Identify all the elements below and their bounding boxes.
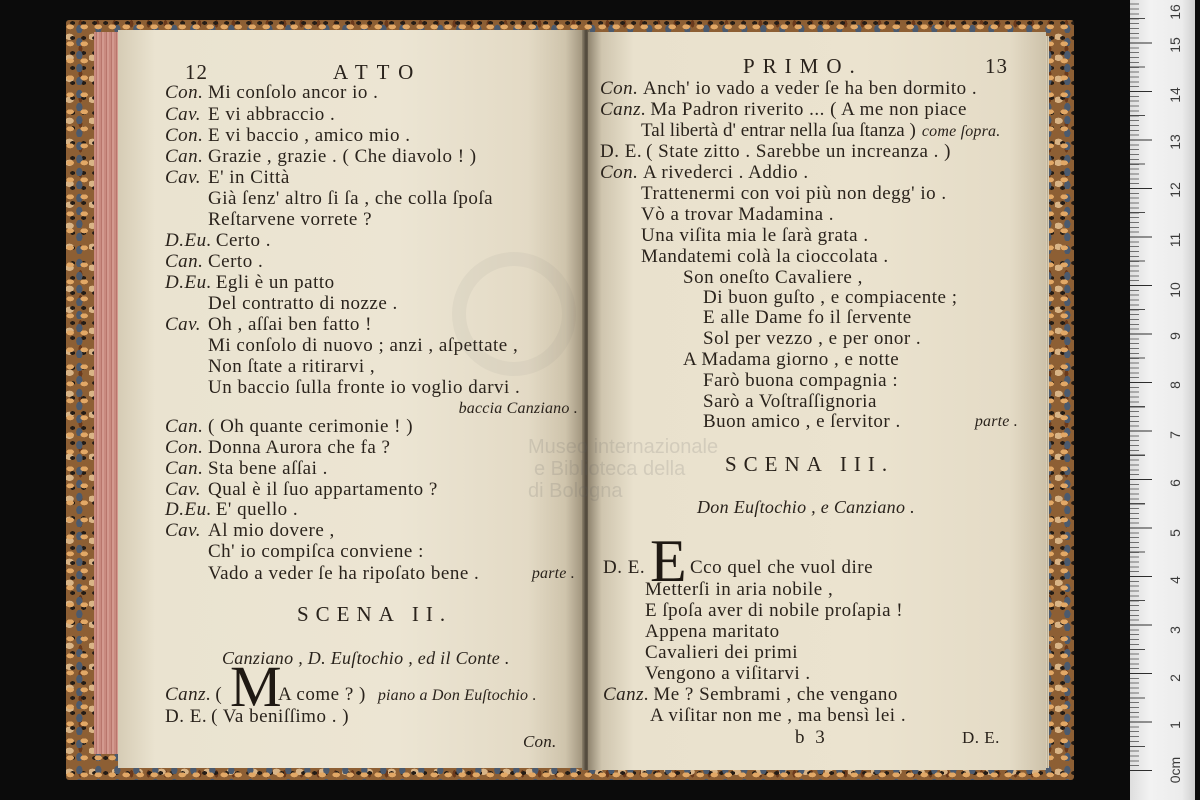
page-edges-left (94, 32, 120, 754)
speaker-label: Con. (165, 125, 204, 146)
ruler-label: 13 (1167, 134, 1183, 150)
stage-direction: baccia Canziano . (458, 400, 578, 417)
speaker-label: D. E. (600, 141, 643, 162)
catchword: Con. (523, 732, 557, 751)
speaker-label: Can. (165, 416, 204, 437)
dialogue-line (165, 479, 438, 501)
dialogue-line (165, 684, 222, 706)
verse-line: A viſitar non me , ma bensì lei . (650, 705, 907, 726)
ruler-label: 0cm (1167, 756, 1183, 784)
line-text: E vi baccio , amico mio . (208, 125, 411, 146)
verse-line: Una viſita mia le ſarà grata . (641, 225, 869, 246)
ruler-label: 8 (1167, 381, 1183, 389)
ruler-label: 16 (1167, 4, 1183, 20)
line-text: Donna Aurora che fa ? (208, 437, 391, 458)
ruler-label: 11 (1167, 232, 1183, 248)
line-text: Qual è il ſuo appartamento ? (208, 479, 438, 500)
speaker-label: D. E. (603, 557, 646, 578)
dialogue-line (165, 251, 263, 273)
signature-mark: b 3 (795, 727, 828, 748)
exit-direction: parte . (531, 565, 575, 582)
drop-cap: E (650, 528, 687, 594)
dialogue-line (600, 162, 809, 184)
dialogue-line (603, 557, 649, 579)
dialogue-line (600, 78, 977, 100)
verse-line: Trattenermi con voi più non degg' io . (641, 183, 947, 204)
aria-line: Farò buona compagnia : (703, 370, 899, 391)
line-text: Certo . (215, 230, 272, 251)
line-text: E vi abbraccio . (208, 104, 336, 125)
speaker-label: Con. (165, 437, 204, 458)
line-text: E' quello . (215, 499, 299, 520)
line-text: E' in Città (208, 167, 290, 188)
verse-line: Ch' io compiſca conviene : (208, 541, 424, 562)
aria-line: Sarò a Voſtraſſignoria (703, 391, 877, 412)
speaker-label: Can. (165, 146, 204, 167)
dialogue-line (165, 125, 410, 147)
speaker-label: Canz. (600, 99, 647, 120)
ruler-label: 12 (1167, 182, 1183, 198)
watermark-line: e Biblioteca della (534, 458, 686, 480)
dialogue-line (165, 146, 477, 168)
dialogue-line (165, 230, 271, 252)
speaker-label: D. E. (165, 706, 208, 727)
running-head: ATTO (333, 60, 423, 84)
dialogue-line (165, 416, 413, 438)
dialogue-line (600, 99, 967, 121)
ruler-label: 1 (1167, 721, 1183, 729)
line-text: Egli è un patto (215, 272, 335, 293)
dialogue-line (165, 706, 349, 728)
verse-line: Mi conſolo di nuovo ; anzi , aſpettate , (208, 335, 519, 356)
line-text: Ma Padron riverito ... ( A me non piace (650, 99, 967, 120)
speaker-label: D.Eu. (165, 272, 212, 293)
speaker-label: Cav. (165, 104, 201, 125)
verse-line: Cavalieri dei primi (645, 642, 799, 663)
line-text: ( State zitto . Sarebbe un increanza . ) (646, 141, 951, 162)
verse-line: Già ſenz' altro ſi ſa , che colla ſpoſa (208, 188, 494, 209)
watermark (528, 436, 718, 502)
speaker-label: Canz. (603, 684, 650, 705)
ruler-label: 10 (1167, 282, 1183, 298)
ruler-label: 15 (1167, 37, 1183, 53)
ruler-label: 14 (1167, 87, 1183, 103)
speaker-label: Canz. (165, 684, 212, 705)
dialogue-line (165, 499, 298, 521)
speaker-label: Can. (165, 458, 204, 479)
page-number: 13 (985, 54, 1008, 78)
line-text: ( Va beniſſimo . ) (211, 706, 350, 727)
scene-characters: Canziano , D. Euſtochio , ed il Conte . (222, 648, 510, 668)
verse-line: Non ſtate a ritirarvi , (208, 356, 376, 377)
line-text: Me ? Sembrami , che vengano (653, 684, 898, 705)
ruler-ticks (1130, 0, 1152, 771)
watermark-line: di Bologna (528, 480, 623, 502)
drop-cap: M (230, 654, 282, 719)
dialogue-line (165, 458, 328, 480)
ruler-label: 3 (1167, 626, 1183, 634)
line-text: Al mio dovere , (208, 520, 335, 541)
verse-line (641, 120, 1000, 143)
verse-line: Vado a veder ſe ha ripoſato bene . (208, 563, 480, 584)
aria-line: Buon amico , e ſervitor . (703, 411, 901, 432)
speaker-label: Cav. (165, 479, 201, 500)
line-text: ( Oh quante cerimonie ! ) (208, 416, 414, 437)
stage-direction: come ſopra. (921, 123, 1001, 140)
line-text: Oh , aſſai ben fatto ! (208, 314, 373, 335)
line-text: Sta bene aſſai . (208, 458, 328, 479)
speaker-label: Con. (600, 162, 639, 183)
line-text: A come ? ) (278, 684, 366, 705)
ruler-label: 5 (1167, 529, 1183, 537)
dialogue-line (603, 684, 898, 706)
dialogue-line (278, 684, 537, 707)
verse-line: Metterſi in aria nobile , (645, 579, 834, 600)
line-text: A rivederci . Addio . (643, 162, 809, 183)
running-head: PRIMO. (743, 54, 863, 78)
speaker-label: Con. (600, 78, 639, 99)
page-number: 12 (185, 60, 208, 84)
line-text: Grazie , grazie . ( Che diavolo ! ) (208, 146, 477, 167)
aria-line: Son oneſto Cavaliere , (683, 267, 863, 288)
open-paren: ( (215, 684, 223, 705)
speaker-label: Con. (165, 82, 204, 103)
line-text: Certo . (208, 251, 264, 272)
watermark-logo (452, 252, 576, 376)
aria-line: Di buon guſto , e compiacente ; (703, 287, 958, 308)
aria-line: Sol per vezzo , e per onor . (703, 328, 922, 349)
exit-direction: parte . (974, 413, 1018, 430)
catchword: D. E. (962, 728, 1000, 747)
right-page (588, 32, 1046, 770)
verse-line: Vò a trovar Madamina . (641, 204, 835, 225)
dialogue-line (165, 520, 335, 542)
verse-line: Reſtarvene vorrete ? (208, 209, 373, 230)
speaker-label: D.Eu. (165, 230, 212, 251)
speaker-label: Cav. (165, 314, 201, 335)
verse-line: Del contratto di nozze . (208, 293, 398, 314)
dialogue-line (165, 437, 390, 459)
verse-line: Appena maritato (645, 621, 780, 642)
ruler-label: 6 (1167, 479, 1183, 487)
ruler-label: 9 (1167, 332, 1183, 340)
dialogue-line (165, 314, 372, 336)
ruler-label: 7 (1167, 431, 1183, 439)
dialogue-line (165, 272, 335, 294)
dialogue-line (600, 141, 951, 163)
stage-direction: piano a Don Euſtochio . (377, 687, 537, 704)
verse-line: E ſpoſa aver di nobile proſapia ! (645, 600, 904, 621)
speaker-label: D.Eu. (165, 499, 212, 520)
aria-line: A Madama giorno , e notte (683, 349, 900, 370)
dialogue-line (165, 167, 290, 189)
ruler-label: 4 (1167, 576, 1183, 584)
left-page (118, 30, 584, 768)
dialogue-line (165, 82, 378, 104)
scene-title: SCENA II. (297, 602, 453, 626)
aria-line: E alle Dame fo il ſervente (703, 307, 912, 328)
watermark-line: Museo internazionale (528, 436, 719, 458)
speaker-label: Cav. (165, 167, 201, 188)
verse-line: Mandatemi colà la cioccolata . (641, 246, 889, 267)
verse-line: Vengono a viſitarvi . (645, 663, 811, 684)
line-text: Anch' io vado a veder ſe ha ben dormito . (643, 78, 978, 99)
line-text: Cco quel che vuol dire (690, 557, 874, 578)
scene-title: SCENA III. (725, 452, 895, 476)
dialogue-line (165, 104, 335, 126)
line-text: Tal libertà d' entrar nella ſua ſtanza ) (641, 120, 916, 141)
speaker-label: Cav. (165, 520, 201, 541)
verse-line: Un baccio ſulla fronte io voglio darvi . (208, 377, 521, 398)
speaker-label: Can. (165, 251, 204, 272)
line-text: Mi conſolo ancor io . (208, 82, 379, 103)
scene-characters: Don Euſtochio , e Canziano . (697, 497, 915, 517)
ruler-label: 2 (1167, 674, 1183, 682)
